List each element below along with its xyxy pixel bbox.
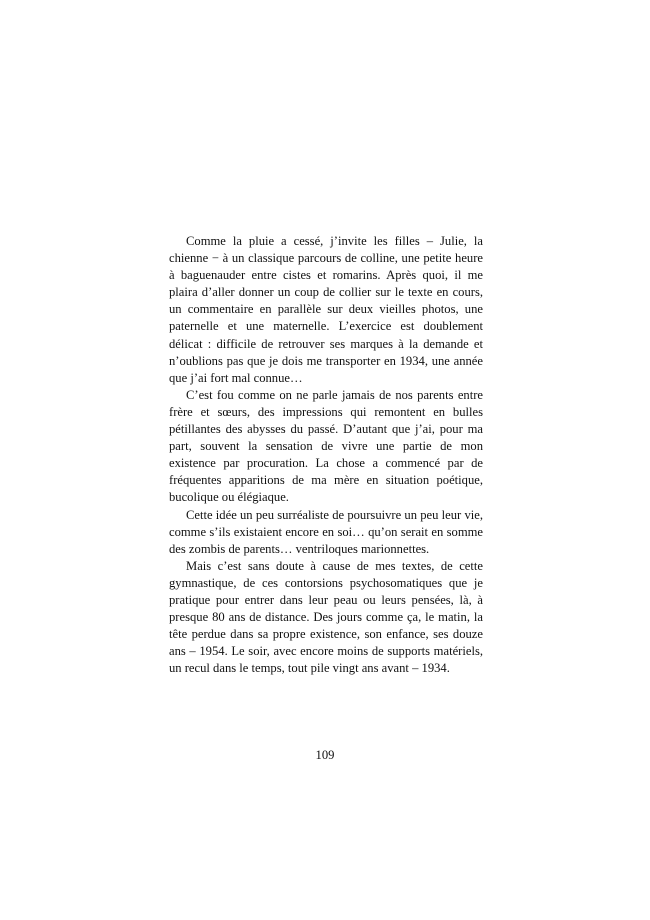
page-number: 109 [315,748,335,762]
paragraph-3: Cette idée un peu surréaliste de poursuivre un peu leur vie, comme s’ils existaient encore en soi… qu’on serait en somme des zombis de parents… ventriloques marionnettes. [169,507,483,556]
body-text [169,233,483,677]
paragraph-4: Mais c’est sans doute à cause de mes textes, de cette gymnastique, de ces contorsions psychosomatiques que je pratique pour entrer dans leur peau ou leurs pensées, là, à presque 80 ans de distance. Des jours comme ça, le matin, la tête perdue dans sa propre existence, son enfance, ses douze ans – 1954. Le soir, avec encore moins de supports matériels, un recul dans le temps, tout pile vingt ans avant – 1934. [169,558,483,676]
paragraph-1: Comme la pluie a cessé, j’invite les filles – Julie, la chienne − à un classique parcours de colline, une petite heure à baguenauder entre cistes et romarins. Après quoi, il me plaira d’aller donner un coup de collier sur le texte en cours, un commentaire en parallèle sur deux vieilles photos, une paternelle et une maternelle. L’exercice est doublement délicat : difficile de retrouver ses marques à la demande et n’oublions pas que je dois me transporter en 1934, une année que j’ai fort mal connue… [169,234,483,385]
paragraph-2: C’est fou comme on ne parle jamais de nos parents entre frère et sœurs, des impressions qui remontent en bulles pétillantes des abysses du passé. D’autant que j’ai, pour ma part, souvent la sensation de vivre une partie de mon existence par procuration. La chose a commencé par de fréquentes apparitions de ma mère en situation poétique, bucolique ou élégiaque. [169,387,483,505]
